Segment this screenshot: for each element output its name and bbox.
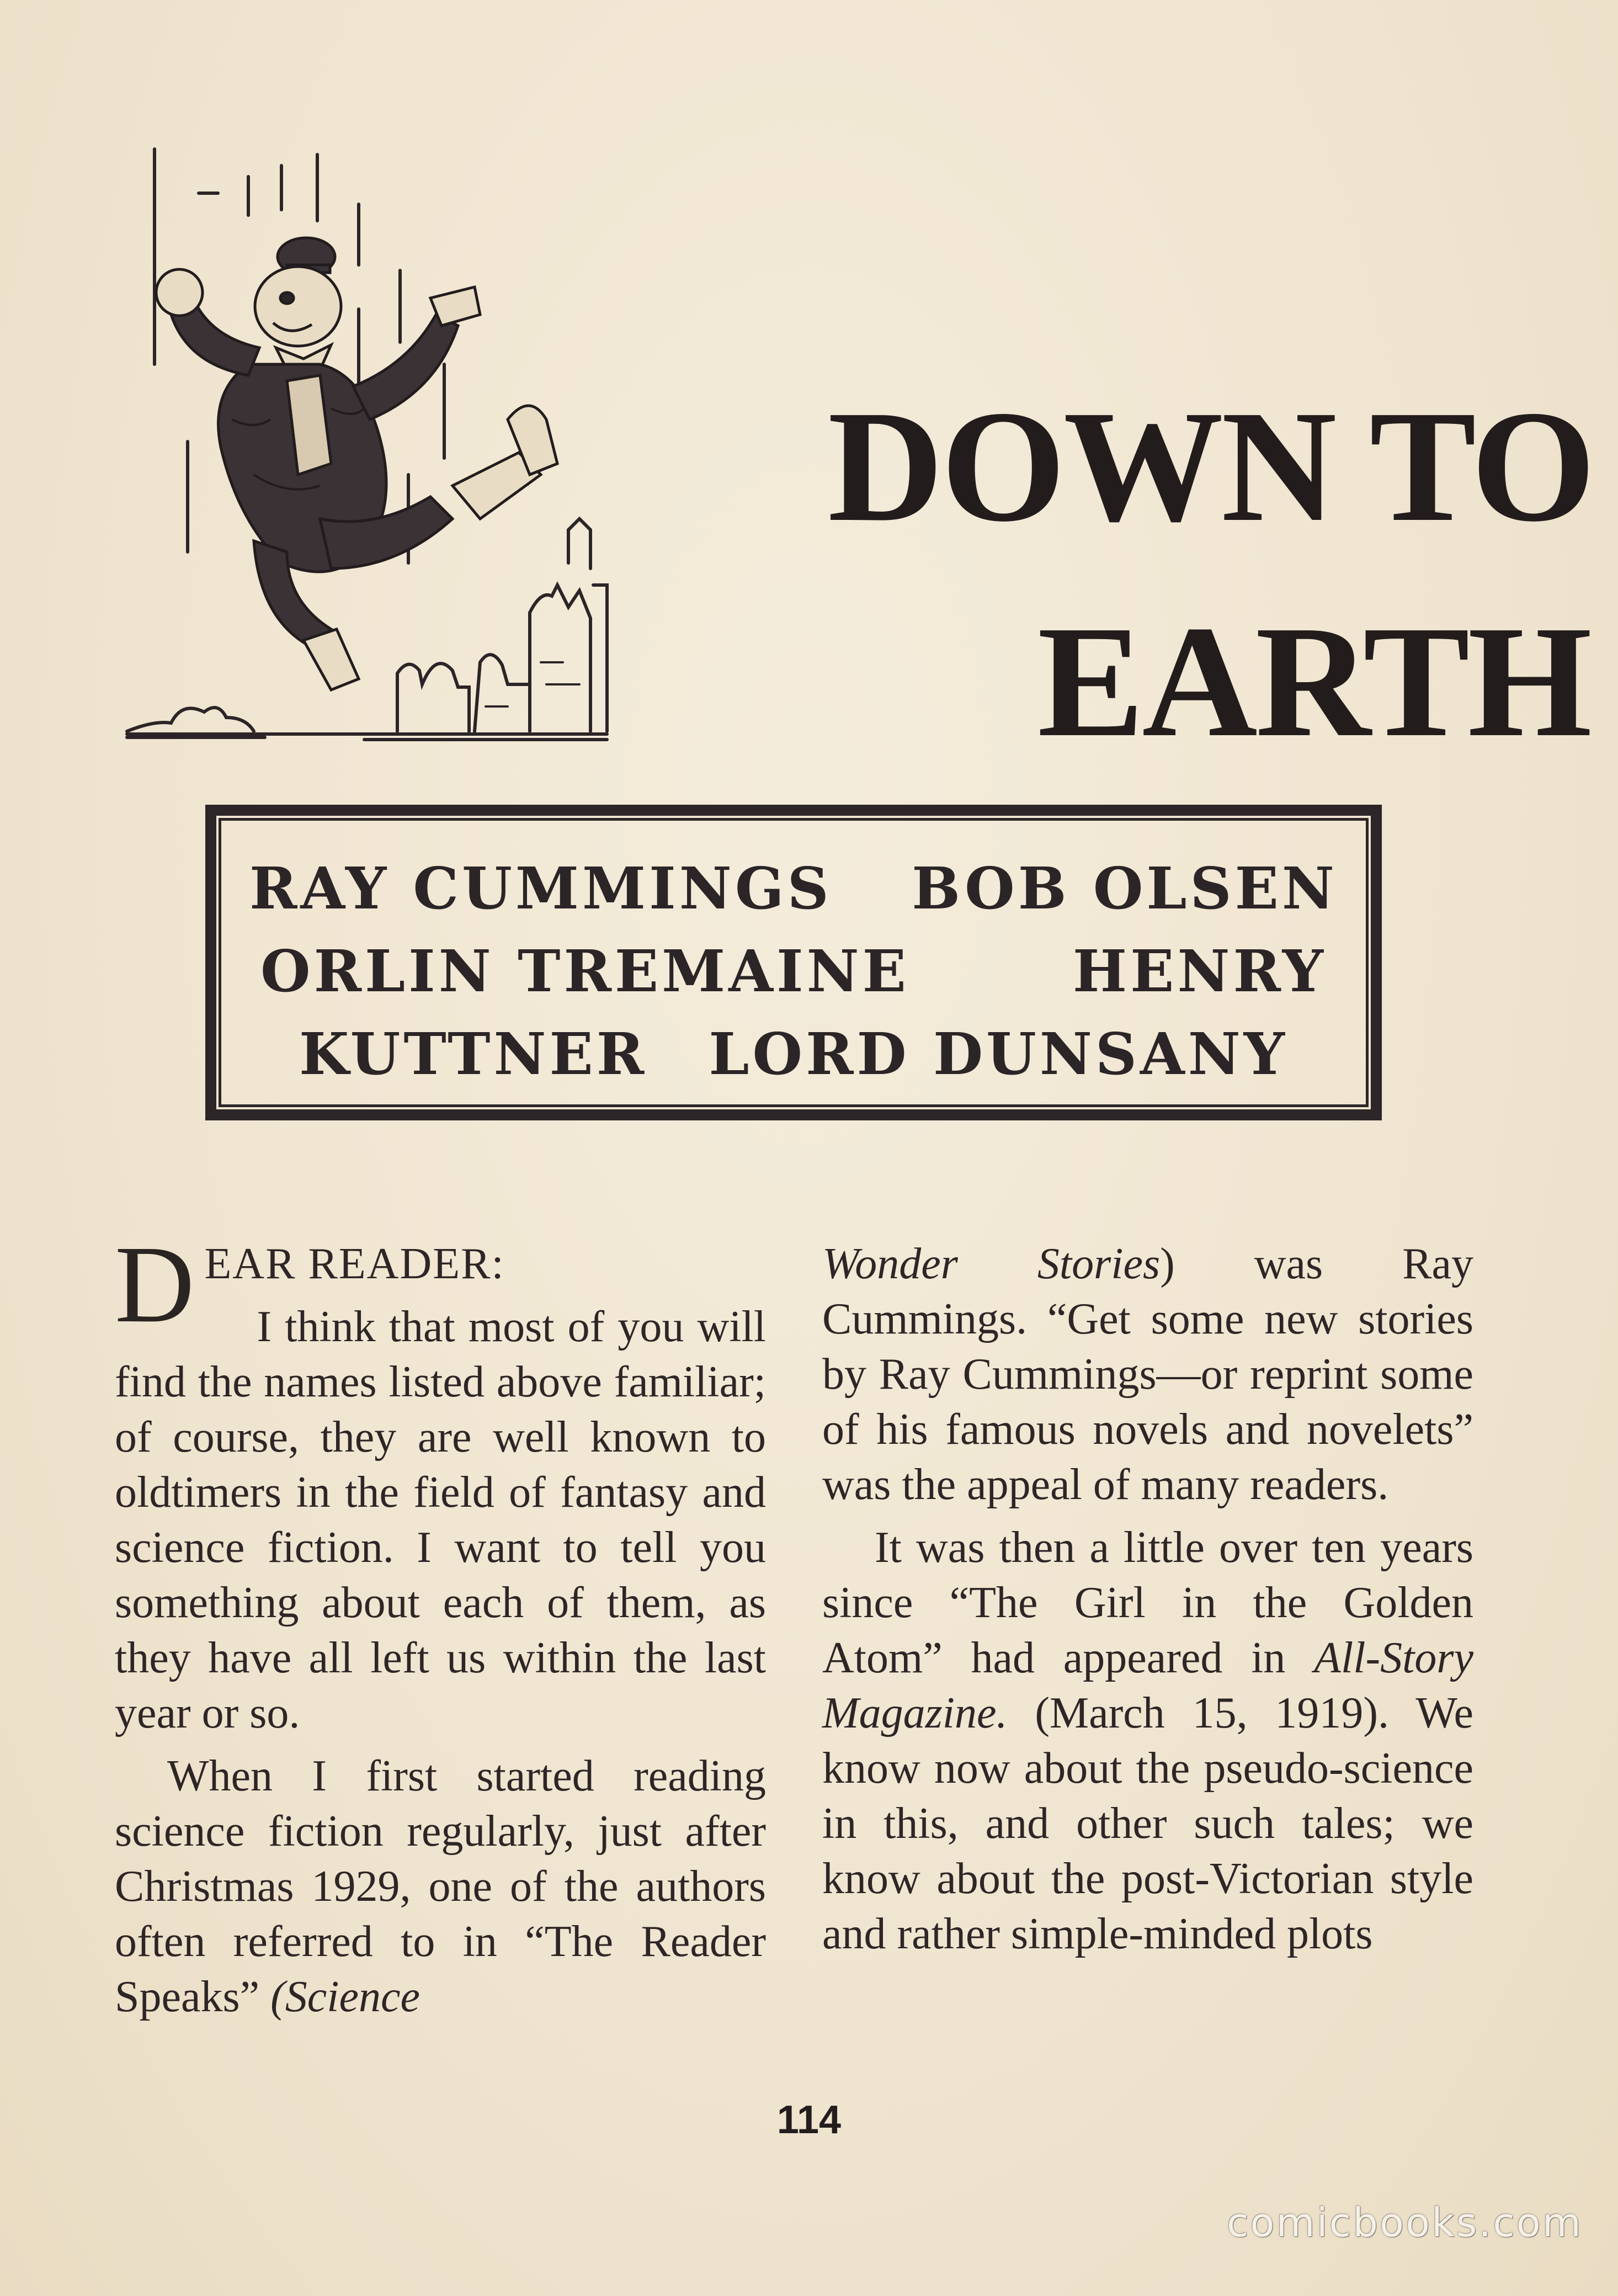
- body-text-italic: (Science: [270, 1973, 421, 2021]
- authors-row: [216, 937, 1371, 1005]
- authors-row: [216, 854, 1371, 922]
- body-text: ) was Ray Cummings. “Get some new stories by Ray Cummings—or reprint some of his famous novels and novelets” was the appeal of many readers.: [822, 1240, 1473, 1509]
- body-paragraph: [115, 1748, 766, 2024]
- body-text: (March 15, 1919). We know now about the pseudo-science in this, and other such tales; we know about the post-Victorian style and rather simple-minded plots: [822, 1689, 1473, 1958]
- author-name: RAY CUMMINGS: [249, 854, 832, 922]
- authors-row: [216, 1020, 1371, 1088]
- body-paragraph: [822, 1236, 1473, 1512]
- title-line-2: EARTH: [1037, 593, 1590, 770]
- flying-man-over-city-illustration: [121, 132, 629, 751]
- author-name: HENRY: [1072, 937, 1327, 1005]
- body-text: It was then a little over ten years since “The Girl in the Golden Atom” had appeared in: [822, 1523, 1473, 1682]
- author-name: ORLIN TREMAINE: [260, 937, 909, 1005]
- body-text-italic: All-Story Magazine.: [822, 1634, 1473, 1737]
- salutation-paragraph: [115, 1224, 766, 1346]
- body-text: When I first started reading science fiction regularly, just after Christmas 1929, one of the authors often referred to in “The Reader Speaks”: [115, 1752, 766, 2021]
- body-text-italic: Wonder Stories: [822, 1240, 1161, 1288]
- authors-box: [205, 805, 1382, 1120]
- watermark: comicbooks.com: [1226, 2199, 1583, 2246]
- drop-cap: D: [115, 1224, 195, 1346]
- author-name: LORD DUNSANY: [709, 1020, 1288, 1088]
- body-paragraph: [822, 1520, 1473, 1962]
- text-column-right: [822, 1236, 1473, 1962]
- page-number: 114: [776, 2098, 842, 2142]
- salutation: EAR READER:: [204, 1240, 505, 1288]
- author-name: KUTTNER: [299, 1020, 648, 1088]
- text-column-left: [115, 1224, 766, 2024]
- title-line-1: DOWN TO: [828, 378, 1594, 555]
- body-paragraph: I think that most of you will find the names listed above familiar; of course, they are well known to oldtimers in the field of fantasy and science fiction. I want to tell you something about each of them, as they have all left us within the last year or so.: [115, 1303, 766, 1737]
- author-name: BOB OLSEN: [912, 854, 1338, 922]
